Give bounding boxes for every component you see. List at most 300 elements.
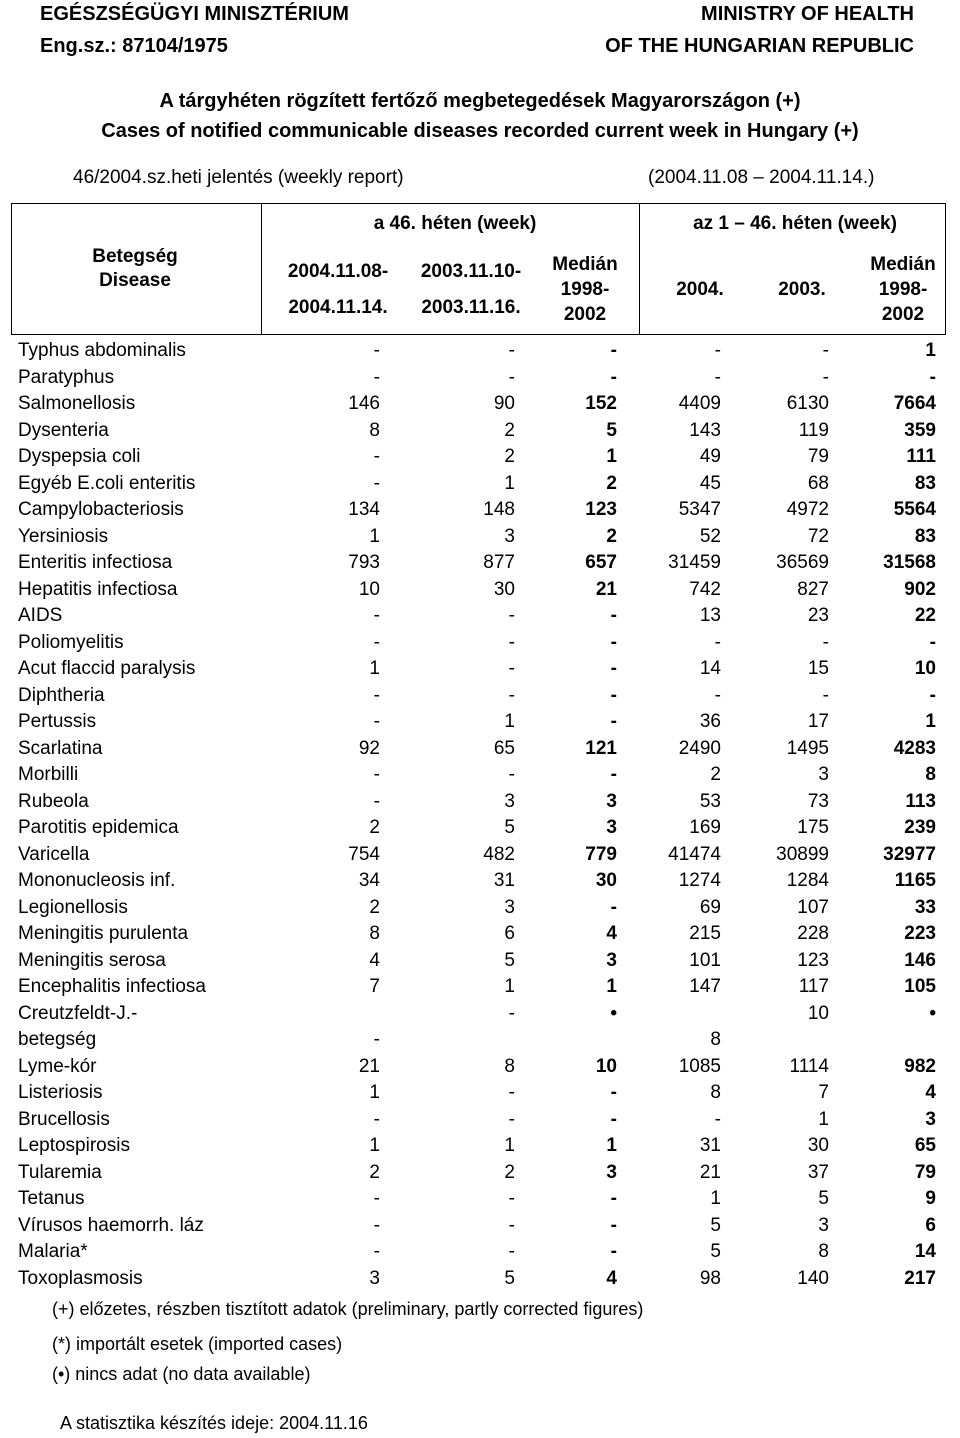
cell-cumulative-2003: 36569 <box>776 552 829 573</box>
cell-median-cumulative: 359 <box>904 419 936 441</box>
cell-prev-year-week: 31 <box>493 870 515 891</box>
table-row <box>0 683 960 710</box>
disease-name: Malaria* <box>18 1241 88 1262</box>
cell-current-week: - <box>373 631 380 653</box>
disease-name: Campylobacteriosis <box>18 499 184 520</box>
cell-current-week: 793 <box>348 552 380 573</box>
disease-name: Pertussis <box>18 711 97 732</box>
cell-cumulative-2004: 14 <box>699 658 721 679</box>
cell-current-week: 21 <box>358 1055 380 1077</box>
cell-cumulative-2003: 68 <box>807 472 829 494</box>
cell-current-week: - <box>373 684 380 706</box>
cell-median-week: - <box>610 1108 617 1130</box>
cell-current-week: - <box>373 605 380 626</box>
table-row <box>0 1001 960 1028</box>
cell-median-week: 657 <box>585 552 617 573</box>
col-median-cum-line1: Medián <box>870 254 936 275</box>
cell-cumulative-2003: 1 <box>818 1108 829 1130</box>
disease-name: Yersiniosis <box>18 525 109 547</box>
cell-current-week: - <box>373 340 380 361</box>
cell-prev-year-week: - <box>508 366 515 388</box>
cell-cumulative-2003: 228 <box>797 923 829 944</box>
cell-current-week: 10 <box>358 578 380 600</box>
cell-cumulative-2003: 827 <box>797 578 829 600</box>
table-row <box>0 338 960 365</box>
cell-prev-year-week: 5 <box>504 817 515 838</box>
cell-median-cumulative: 33 <box>914 896 936 918</box>
cell-cumulative-2004: 1085 <box>678 1055 721 1077</box>
cell-median-cumulative: 6 <box>925 1214 936 1236</box>
col-current-week-end: 2004.11.14. <box>288 297 388 318</box>
cell-prev-year-week: - <box>508 764 515 785</box>
registration-number: Eng.sz.: 87104/1975 <box>40 35 228 57</box>
cell-prev-year-week: 3 <box>504 525 515 547</box>
cell-prev-year-week: 5 <box>504 949 515 971</box>
disease-name: Lyme-kór <box>18 1055 97 1077</box>
cell-median-cumulative: 982 <box>904 1055 936 1077</box>
cell-cumulative-2003: 117 <box>798 976 829 997</box>
cell-cumulative-2004: 169 <box>689 817 721 838</box>
cell-cumulative-2004: 41474 <box>668 843 721 865</box>
disease-name: Vírusos haemorrh. láz <box>18 1214 204 1236</box>
group-header-week: a 46. héten (week) <box>373 213 537 234</box>
cell-median-cumulative: 32977 <box>883 843 936 865</box>
cell-prev-year-week: 1 <box>504 1135 515 1156</box>
cell-prev-year-week: - <box>508 340 515 361</box>
cell-cumulative-2004: - <box>714 340 721 361</box>
cell-median-cumulative: 9 <box>925 1188 936 1209</box>
cell-prev-year-week: 90 <box>493 393 515 414</box>
cell-cumulative-2004: 69 <box>699 896 721 918</box>
table-row <box>0 709 960 736</box>
cell-prev-year-week: 3 <box>504 896 515 918</box>
table-row <box>0 895 960 922</box>
cell-current-week: - <box>373 1241 380 1262</box>
cell-median-week: 3 <box>606 1161 617 1183</box>
cell-median-cumulative: 4283 <box>893 737 936 759</box>
cell-cumulative-2003: 17 <box>807 711 829 732</box>
table-row <box>0 418 960 445</box>
cell-median-cumulative: • <box>929 1002 936 1024</box>
cell-current-week: 1 <box>369 1082 380 1103</box>
cell-current-week: - <box>373 764 380 785</box>
disease-header-en: Disease <box>99 270 171 291</box>
table-row <box>0 497 960 524</box>
disease-name: Acut flaccid paralysis <box>18 658 196 679</box>
cell-cumulative-2003: 140 <box>797 1267 829 1289</box>
cell-cumulative-2004: 215 <box>689 923 721 944</box>
cell-median-cumulative: 111 <box>906 446 936 467</box>
cell-current-week: 2 <box>369 896 380 918</box>
cell-median-cumulative: 10 <box>914 658 936 679</box>
cell-cumulative-2004: 2 <box>710 764 721 785</box>
cell-current-week: 2 <box>369 1161 380 1183</box>
cell-current-week: 1 <box>369 525 380 547</box>
cell-cumulative-2003: 1114 <box>789 1055 829 1077</box>
cell-prev-year-week: - <box>508 1241 515 1262</box>
cell-cumulative-2003: 7 <box>818 1082 829 1103</box>
disease-name: Egyéb E.coli enteritis <box>18 472 196 494</box>
disease-name: Mononucleosis inf. <box>18 870 176 891</box>
cell-median-cumulative: 1165 <box>894 870 936 891</box>
cell-current-week: 7 <box>369 976 380 997</box>
table-row <box>0 1080 960 1107</box>
disease-name: Poliomyelitis <box>18 631 124 653</box>
cell-median-cumulative: 217 <box>904 1267 936 1289</box>
cell-prev-year-week: 65 <box>493 737 515 759</box>
col-median-cum-line2: 1998- <box>878 279 928 300</box>
cell-current-week: 754 <box>348 843 380 865</box>
title-en: Cases of notified communicable diseases recorded current week in Hungary (+) <box>101 120 859 142</box>
table-row <box>0 1027 960 1054</box>
cell-cumulative-2003: 37 <box>807 1161 829 1183</box>
report-period: (2004.11.08 – 2004.11.14.) <box>648 167 875 188</box>
cell-cumulative-2003: 123 <box>797 949 829 971</box>
cell-median-week: - <box>610 605 617 626</box>
cell-cumulative-2004: 53 <box>699 790 721 812</box>
cell-current-week: 1 <box>369 658 380 679</box>
cell-cumulative-2004: 21 <box>699 1161 721 1183</box>
cell-median-week: 3 <box>606 790 617 812</box>
cell-median-week: 30 <box>595 870 617 891</box>
cell-cumulative-2004: 98 <box>699 1267 721 1289</box>
table-row <box>0 974 960 1001</box>
cell-cumulative-2003: 5 <box>818 1188 829 1209</box>
cell-median-week: - <box>610 631 617 653</box>
table-row <box>0 630 960 657</box>
cell-prev-year-week: 3 <box>504 790 515 812</box>
cell-cumulative-2004: 8 <box>710 1029 721 1050</box>
cell-median-week: - <box>610 658 617 679</box>
cell-prev-year-week: 30 <box>493 578 515 600</box>
cell-median-week: - <box>610 896 617 918</box>
cell-cumulative-2003: 175 <box>797 817 829 838</box>
cell-median-cumulative: 146 <box>904 949 936 971</box>
cell-median-cumulative: 4 <box>925 1082 936 1103</box>
disease-name: Meningitis purulenta <box>18 923 189 944</box>
disease-name: Encephalitis infectiosa <box>18 976 206 997</box>
cell-median-cumulative: 1 <box>925 711 936 732</box>
col-prev-year-week-start: 2003.11.10- <box>420 261 522 282</box>
cell-median-week: 1 <box>606 1135 617 1156</box>
table-row <box>0 656 960 683</box>
cell-median-week: 4 <box>606 923 617 944</box>
cell-median-week: 2 <box>606 472 617 494</box>
cell-median-week: 2 <box>606 525 617 547</box>
cell-cumulative-2003: 72 <box>807 525 829 547</box>
header-divider-disease <box>261 203 262 335</box>
cell-median-cumulative: 113 <box>905 790 936 812</box>
cell-median-week: - <box>610 1188 617 1209</box>
cell-median-week: - <box>610 684 617 706</box>
cell-cumulative-2004: 143 <box>689 419 721 441</box>
cell-current-week: 92 <box>358 737 380 759</box>
table-row <box>0 1133 960 1160</box>
table-row <box>0 471 960 498</box>
cell-prev-year-week: 6 <box>504 923 515 944</box>
cell-prev-year-week: - <box>508 631 515 653</box>
table-row <box>0 1239 960 1266</box>
cell-median-cumulative: 7664 <box>893 393 936 414</box>
cell-median-cumulative: - <box>929 631 936 653</box>
cell-prev-year-week: - <box>508 1108 515 1130</box>
disease-name: Dysenteria <box>18 419 109 441</box>
cell-cumulative-2003: 6130 <box>786 393 829 414</box>
disease-name: Paratyphus <box>18 366 115 388</box>
cell-median-week: 121 <box>585 737 617 759</box>
cell-prev-year-week: - <box>508 1188 515 1209</box>
footnote-no-data: (•) nincs adat (no data available) <box>52 1364 311 1384</box>
cell-current-week: - <box>373 1108 380 1130</box>
disease-name: Hepatitis infectiosa <box>18 578 178 600</box>
disease-name: Salmonellosis <box>18 393 136 414</box>
disease-name: AIDS <box>18 605 63 626</box>
cell-current-week: - <box>373 366 380 388</box>
disease-name: Diphtheria <box>18 684 105 706</box>
cell-current-week: 2 <box>369 817 380 838</box>
cell-cumulative-2004: 101 <box>689 949 721 971</box>
cell-prev-year-week: - <box>508 605 515 626</box>
cell-median-cumulative: 239 <box>904 817 936 838</box>
table-row <box>0 391 960 418</box>
cell-cumulative-2003: 8 <box>818 1241 829 1262</box>
disease-header-hu: Betegség <box>92 246 178 267</box>
cell-cumulative-2004: 36 <box>699 711 721 732</box>
table-row <box>0 762 960 789</box>
cell-prev-year-week: - <box>508 658 515 679</box>
cell-median-cumulative: 14 <box>914 1241 936 1262</box>
cell-cumulative-2003: 30899 <box>776 843 829 865</box>
cell-median-week: 4 <box>606 1267 617 1289</box>
cell-cumulative-2004: 742 <box>689 578 721 600</box>
cell-prev-year-week: - <box>508 1002 515 1024</box>
disease-name: Creutzfeldt-J.- <box>18 1002 138 1024</box>
cell-cumulative-2003: 23 <box>807 605 829 626</box>
cell-cumulative-2004: 31 <box>699 1135 721 1156</box>
disease-name: Leptospirosis <box>18 1135 130 1156</box>
cell-prev-year-week: 8 <box>504 1055 515 1077</box>
ministry-hu: EGÉSZSÉGÜGYI MINISZTÉRIUM <box>40 3 349 25</box>
title-hu: A tárgyhéten rögzített fertőző megbetegedések Magyarországon (+) <box>159 90 801 112</box>
disease-name: Listeriosis <box>18 1082 103 1103</box>
cell-median-week: - <box>610 764 617 785</box>
group-header-cumulative: az 1 – 46. héten (week) <box>693 213 897 234</box>
col-cumulative-2003: 2003. <box>778 279 826 300</box>
cell-prev-year-week: - <box>508 1214 515 1236</box>
disease-name: Dyspepsia coli <box>18 446 141 467</box>
cell-cumulative-2003: 3 <box>818 764 829 785</box>
cell-cumulative-2003: - <box>822 366 829 388</box>
footnote-imported: (*) importált esetek (imported cases) <box>52 1334 343 1354</box>
disease-name: Scarlatina <box>18 737 103 759</box>
cell-cumulative-2004: 31459 <box>668 552 721 573</box>
report-label: 46/2004.sz.heti jelentés (weekly report) <box>73 167 404 188</box>
header-divider-groups <box>639 203 640 335</box>
table-row <box>0 1107 960 1134</box>
cell-median-cumulative: 105 <box>904 976 936 997</box>
disease-name: Rubeola <box>18 790 89 812</box>
col-median-week-line2: 1998- <box>560 279 610 300</box>
cell-prev-year-week: - <box>508 1082 515 1103</box>
table-row <box>0 921 960 948</box>
cell-cumulative-2004: - <box>714 684 721 706</box>
cell-current-week: - <box>373 790 380 812</box>
cell-current-week: - <box>373 711 380 732</box>
cell-median-week: - <box>610 1214 617 1236</box>
col-median-week-line1: Medián <box>552 254 618 275</box>
col-cumulative-2004: 2004. <box>676 279 724 300</box>
cell-prev-year-week: 482 <box>483 843 515 865</box>
cell-median-cumulative: 83 <box>914 525 936 547</box>
republic-en: OF THE HUNGARIAN REPUBLIC <box>605 35 914 57</box>
cell-cumulative-2004: 4409 <box>678 393 721 414</box>
disease-name: Meningitis serosa <box>18 949 166 971</box>
disease-name: Brucellosis <box>18 1108 110 1130</box>
cell-cumulative-2003: 30 <box>807 1135 829 1156</box>
cell-prev-year-week: 1 <box>504 472 515 494</box>
cell-current-week: 3 <box>369 1267 380 1289</box>
table-row <box>0 1054 960 1081</box>
disease-name: Parotitis epidemica <box>18 817 179 838</box>
cell-cumulative-2003: 10 <box>807 1002 829 1024</box>
table-row <box>0 577 960 604</box>
cell-prev-year-week: 5 <box>504 1267 515 1289</box>
disease-name: Legionellosis <box>18 896 128 918</box>
cell-prev-year-week: 2 <box>504 1161 515 1183</box>
cell-cumulative-2003: 3 <box>818 1214 829 1236</box>
cell-prev-year-week: - <box>508 684 515 706</box>
cell-cumulative-2003: 4972 <box>786 499 829 520</box>
cell-cumulative-2004: 49 <box>699 446 721 467</box>
cell-current-week: - <box>373 472 380 494</box>
cell-current-week: 8 <box>369 419 380 441</box>
cell-cumulative-2003: - <box>822 684 829 706</box>
table-row <box>0 365 960 392</box>
table-row <box>0 842 960 869</box>
table-row <box>0 524 960 551</box>
table-row <box>0 815 960 842</box>
cell-current-week: 8 <box>369 923 380 944</box>
table-row <box>0 550 960 577</box>
cell-cumulative-2004: - <box>714 366 721 388</box>
cell-median-week: 5 <box>606 419 617 441</box>
cell-current-week: 34 <box>358 870 380 891</box>
disease-name: betegség <box>18 1029 97 1050</box>
cell-prev-year-week: 1 <box>504 711 515 732</box>
cell-cumulative-2003: - <box>822 340 829 361</box>
cell-median-cumulative: - <box>929 366 936 388</box>
cell-current-week: 4 <box>369 949 380 971</box>
cell-median-week: 3 <box>606 949 617 971</box>
cell-cumulative-2004: 13 <box>699 605 721 626</box>
cell-cumulative-2003: 1284 <box>786 870 829 891</box>
cell-current-week: - <box>373 1029 380 1050</box>
cell-current-week: - <box>373 1214 380 1236</box>
col-median-week-line3: 2002 <box>563 304 607 325</box>
table-row <box>0 603 960 630</box>
cell-cumulative-2003: 73 <box>807 790 829 812</box>
cell-cumulative-2004: 1 <box>710 1188 721 1209</box>
cell-median-week: 3 <box>606 817 617 838</box>
table-row <box>0 736 960 763</box>
cell-cumulative-2004: 8 <box>710 1082 721 1103</box>
ministry-en: MINISTRY OF HEALTH <box>701 3 914 25</box>
disease-name: Enteritis infectiosa <box>18 552 173 573</box>
cell-prev-year-week: 2 <box>504 446 515 467</box>
cell-median-week: - <box>610 340 617 361</box>
cell-cumulative-2003: 107 <box>797 896 829 918</box>
table-row <box>0 868 960 895</box>
footnote-preliminary: (+) előzetes, részben tisztított adatok (preliminary, partly corrected figures) <box>52 1299 644 1319</box>
cell-cumulative-2004: 147 <box>689 976 721 997</box>
col-prev-year-week-end: 2003.11.16. <box>421 297 521 318</box>
disease-name: Tularemia <box>18 1161 102 1183</box>
cell-cumulative-2004: - <box>714 1108 721 1130</box>
cell-median-week: 21 <box>595 578 617 600</box>
disease-name: Varicella <box>18 843 90 865</box>
table-row <box>0 1266 960 1293</box>
cell-prev-year-week: 1 <box>504 976 515 997</box>
cell-cumulative-2004: 5 <box>710 1241 721 1262</box>
statistics-date: A statisztika készítés ideje: 2004.11.16 <box>60 1413 368 1433</box>
disease-name: Toxoplasmosis <box>18 1267 143 1289</box>
cell-median-cumulative: 31568 <box>883 552 936 573</box>
cell-cumulative-2004: 5347 <box>678 499 721 520</box>
disease-name: Tetanus <box>18 1188 85 1209</box>
cell-current-week: - <box>373 1188 380 1209</box>
cell-median-cumulative: 83 <box>914 472 936 494</box>
table-row <box>0 948 960 975</box>
cell-median-cumulative: 79 <box>914 1161 936 1183</box>
cell-cumulative-2004: 1274 <box>678 870 721 891</box>
cell-current-week: 134 <box>348 499 380 520</box>
cell-cumulative-2003: 119 <box>798 419 829 441</box>
cell-cumulative-2003: 1495 <box>786 737 829 759</box>
col-median-cum-line3: 2002 <box>881 304 925 325</box>
cell-median-week: • <box>610 1002 617 1024</box>
cell-median-cumulative: - <box>929 684 936 706</box>
cell-median-week: - <box>610 711 617 732</box>
cell-prev-year-week: 877 <box>483 552 515 573</box>
cell-current-week: 1 <box>369 1135 380 1156</box>
cell-median-week: 152 <box>585 393 617 414</box>
cell-median-week: - <box>610 1082 617 1103</box>
cell-median-cumulative: 22 <box>914 605 936 626</box>
cell-cumulative-2004: 45 <box>699 472 721 494</box>
cell-median-cumulative: 3 <box>925 1108 936 1130</box>
table-row <box>0 789 960 816</box>
cell-median-week: - <box>610 1241 617 1262</box>
cell-median-cumulative: 8 <box>925 764 936 785</box>
cell-current-week: - <box>373 446 380 467</box>
table-row <box>0 1213 960 1240</box>
cell-cumulative-2003: - <box>822 631 829 653</box>
table-row <box>0 1160 960 1187</box>
cell-median-cumulative: 5564 <box>893 499 936 520</box>
cell-prev-year-week: 2 <box>504 419 515 441</box>
cell-prev-year-week: 148 <box>483 499 515 520</box>
cell-cumulative-2003: 79 <box>807 446 829 467</box>
cell-cumulative-2004: - <box>714 631 721 653</box>
cell-median-week: 10 <box>595 1055 617 1077</box>
cell-median-week: 1 <box>606 446 617 467</box>
cell-median-cumulative: 65 <box>914 1135 936 1156</box>
col-current-week-start: 2004.11.08- <box>287 261 389 282</box>
cell-median-week: 123 <box>585 499 617 520</box>
cell-median-cumulative: 1 <box>925 340 936 361</box>
cell-cumulative-2004: 5 <box>710 1214 721 1236</box>
cell-median-cumulative: 902 <box>904 578 936 600</box>
